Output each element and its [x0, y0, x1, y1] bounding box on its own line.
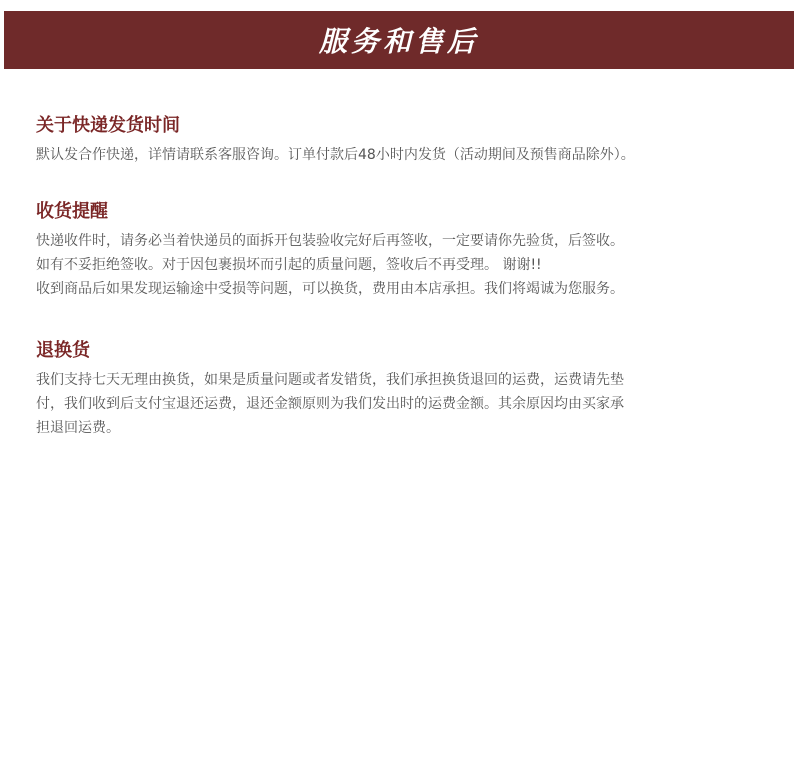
- body-line: 如有不妥拒绝签收。对于因包裹损坏而引起的质量问题，签收后不再受理。 谢谢!!: [36, 257, 542, 273]
- body-line: 快递收件时，请务必当着快递员的面拆开包装验收完好后再签收，一定要请你先验货，后签收。: [36, 233, 624, 249]
- body-line: 默认发合作快递，详情请联系客服咨询。订单付款后48小时内发货（活动期间及预售商品除外）。: [36, 147, 635, 163]
- section-shipping-time: [36, 113, 756, 167]
- section-body-returns-exchanges: [36, 368, 756, 440]
- section-body-receipt-reminder: [36, 229, 756, 301]
- body-line: 收到商品后如果发现运输途中受损等问题，可以换货，费用由本店承担。我们将竭诚为您服务。: [36, 281, 624, 297]
- body-line: 我们支持七天无理由换货，如果是质量问题或者发错货，我们承担换货退回的运费，运费请先垫: [36, 372, 624, 388]
- body-line: 付，我们收到后支付宝退还运费，退还金额原则为我们发出时的运费金额。其余原因均由买家承: [36, 396, 624, 412]
- section-heading-shipping-time: 关于快递发货时间: [36, 115, 180, 136]
- section-receipt-reminder: [36, 199, 756, 301]
- section-heading-returns-exchanges: 退换货: [36, 340, 90, 361]
- section-heading-receipt-reminder: 收货提醒: [36, 201, 108, 222]
- body-line: 担退回运费。: [36, 420, 120, 436]
- banner-title: 服务和售后: [318, 25, 479, 58]
- section-body-shipping-time: [36, 143, 756, 167]
- header-banner: [4, 11, 794, 69]
- section-returns-exchanges: [36, 338, 756, 440]
